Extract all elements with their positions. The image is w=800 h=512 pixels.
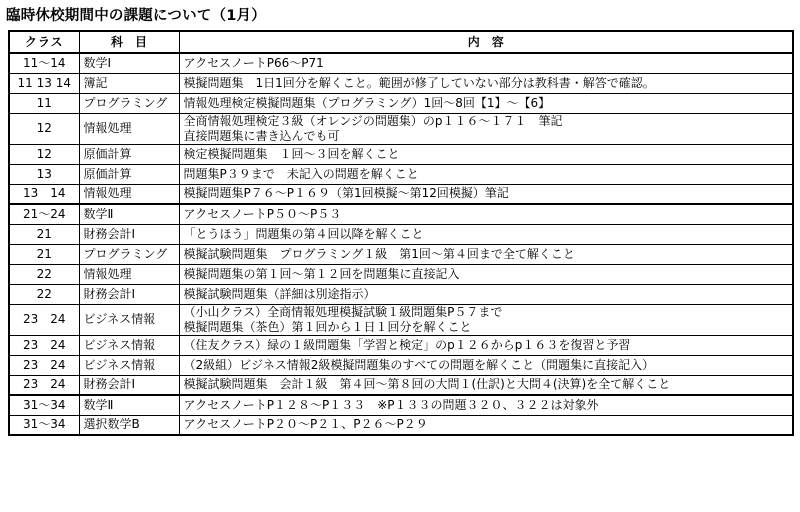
- subject-cell: 数学Ⅱ: [79, 395, 179, 415]
- content-cell: 模擬試験問題集 プログラミング１級 第1回～第４回まで全て解くこと: [179, 244, 793, 264]
- table-row: [9, 264, 793, 284]
- content-cell: 模擬試験問題集（詳細は別途指示）: [179, 284, 793, 304]
- class-cell: 13: [9, 164, 79, 184]
- subject-cell: 情報処理: [79, 113, 179, 144]
- subject-cell: 数学Ⅱ: [79, 204, 179, 224]
- subject-cell: プログラミング: [79, 93, 179, 113]
- subject-cell: プログラミング: [79, 244, 179, 264]
- page-title: 臨時休校期間中の課題について（1月）: [6, 8, 266, 24]
- class-cell: 11 13 14: [9, 73, 79, 93]
- subject-cell: ビジネス情報: [79, 304, 179, 335]
- class-cell: 12: [9, 113, 79, 144]
- content-cell: アクセスノートP５０～P５３: [179, 204, 793, 224]
- subject-cell: 原価計算: [79, 144, 179, 164]
- content-cell: 問題集P３９まで 未記入の問題を解くこと: [179, 164, 793, 184]
- table-row: [9, 375, 793, 395]
- header-row: [9, 31, 793, 53]
- content-cell: 模擬問題集P７６～P１６９（第1回模擬～第12回模擬）筆記: [179, 184, 793, 204]
- subject-cell: ビジネス情報: [79, 355, 179, 375]
- header-subject: 科 目: [79, 31, 179, 53]
- content-cell: 検定模擬問題集 １回～３回を解くこと: [179, 144, 793, 164]
- table-row: [9, 113, 793, 144]
- subject-cell: 数学Ⅰ: [79, 53, 179, 73]
- subject-cell: 選択数学B: [79, 415, 179, 435]
- content-cell: （小山クラス）全商情報処理模擬試験１級問題集P５７まで 模擬問題集（茶色）第１回から１日１回分を解くこと: [179, 304, 793, 335]
- class-cell: 21: [9, 224, 79, 244]
- class-cell: 11～14: [9, 53, 79, 73]
- subject-cell: 原価計算: [79, 164, 179, 184]
- table-row: [9, 244, 793, 264]
- class-cell: 31～34: [9, 415, 79, 435]
- content-cell: （2級組）ビジネス情報2級模擬問題集のすべての問題を解くこと（問題集に直接記入）: [179, 355, 793, 375]
- class-cell: 11: [9, 93, 79, 113]
- subject-cell: 財務会計Ⅰ: [79, 375, 179, 395]
- table-row: [9, 284, 793, 304]
- subject-cell: 財務会計Ⅰ: [79, 284, 179, 304]
- table-row: [9, 224, 793, 244]
- content-cell: アクセスノートP２０～P２１、P２６～P２９: [179, 415, 793, 435]
- table-row: [9, 355, 793, 375]
- table-row: [9, 73, 793, 93]
- subject-cell: 情報処理: [79, 184, 179, 204]
- subject-cell: 簿記: [79, 73, 179, 93]
- class-cell: 12: [9, 144, 79, 164]
- assignment-table: [8, 30, 794, 436]
- header-class: クラス: [9, 31, 79, 53]
- table-row: [9, 184, 793, 204]
- content-cell: 「とうほう」問題集の第４回以降を解くこと: [179, 224, 793, 244]
- class-cell: 23 24: [9, 304, 79, 335]
- table-row: [9, 93, 793, 113]
- table-row: [9, 204, 793, 224]
- header-content: 内 容: [179, 31, 793, 53]
- subject-cell: 情報処理: [79, 264, 179, 284]
- class-cell: 21: [9, 244, 79, 264]
- table-row: [9, 164, 793, 184]
- class-cell: 31～34: [9, 395, 79, 415]
- table-row: [9, 144, 793, 164]
- class-cell: 23 24: [9, 375, 79, 395]
- class-cell: 13 14: [9, 184, 79, 204]
- content-cell: アクセスノートP66～P71: [179, 53, 793, 73]
- content-cell: 模擬試験問題集 会計１級 第４回～第８回の大問１(仕訳)と大問４(決算)を全て解くこと: [179, 375, 793, 395]
- content-cell: 全商情報処理検定３級（オレンジの問題集）のp１１６～１７１ 筆記 直接問題集に書き込んでも可: [179, 113, 793, 144]
- content-cell: 模擬問題集の第１回～第１２回を問題集に直接記入: [179, 264, 793, 284]
- table-row: [9, 53, 793, 73]
- class-cell: 23 24: [9, 335, 79, 355]
- subject-cell: 財務会計Ⅰ: [79, 224, 179, 244]
- content-cell: 模擬問題集 1日1回分を解くこと。範囲が修了していない部分は教科書・解答で確認。: [179, 73, 793, 93]
- class-cell: 23 24: [9, 355, 79, 375]
- content-cell: （住友クラス）緑の１級問題集「学習と検定」のp１２６からp１６３を復習と予習: [179, 335, 793, 355]
- table-row: [9, 304, 793, 335]
- class-cell: 21～24: [9, 204, 79, 224]
- content-cell: 情報処理検定模擬問題集（プログラミング）1回～8回【1】～【6】: [179, 93, 793, 113]
- table-row: [9, 335, 793, 355]
- class-cell: 22: [9, 284, 79, 304]
- content-cell: アクセスノートP１２８～P１３３ ※P１３３の問題３２０、３２２は対象外: [179, 395, 793, 415]
- table-row: [9, 395, 793, 415]
- class-cell: 22: [9, 264, 79, 284]
- table-row: [9, 415, 793, 435]
- subject-cell: ビジネス情報: [79, 335, 179, 355]
